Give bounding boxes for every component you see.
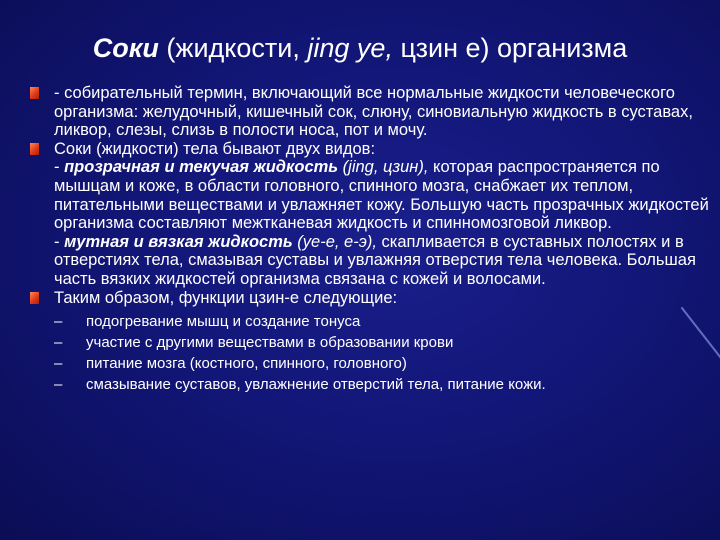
dash-icon: –: [54, 355, 63, 373]
viscous-fluid-dash: -: [54, 232, 65, 251]
paragraph-clear-fluid: [30, 158, 715, 232]
functions-list: [30, 311, 715, 395]
dash-icon: –: [54, 313, 63, 331]
dash-icon: –: [54, 376, 63, 394]
title-part1: (жидкости,: [158, 33, 308, 63]
title-part2: цзин е) организма: [392, 33, 628, 63]
bullet-icon: [30, 87, 39, 99]
list-item: – подогревание мышц и создание тонуса: [54, 313, 361, 331]
slide-title: [0, 30, 720, 66]
dash-icon: –: [54, 334, 63, 352]
slide-content: [30, 84, 715, 395]
list-item: – смазывание суставов, увлажнение отверстий тела, питание кожи.: [54, 376, 546, 394]
paragraph-definition: [30, 84, 715, 140]
paragraph-functions-text: Таким образом, функции цзин-е следующие:: [54, 288, 398, 307]
paragraph-definition-text: - собирательный термин, включающий все нормальные жидкости человеческого организма: желудочный, кишечный сок, слюну, синовиальную жидкость в суставах, ликвор, слезы, слизь в полости носа, пот и мочу.: [54, 84, 693, 140]
paragraph-types-text: Соки (жидкости) тела бывают двух видов:: [54, 139, 376, 158]
viscous-fluid-text: скапливается в суставных полостях и в отверстиях тела, смазывая суставы и увлажняя отверстия тела человека. Большая часть вязких жидкостей организма связана с кожей и волосами.: [54, 232, 696, 288]
clear-fluid-text: которая распространяется по мышцам и коже, в области головного, спинного мозга, снабжает их теплом, питательными веществами и увлажняет кожу. Большую часть прозрачных жидкостей организма составляют межтканевая жидкость и спинномозговой ликвор.: [54, 158, 709, 233]
viscous-fluid-translit: (ye-e, е-э),: [292, 232, 377, 251]
paragraph-functions: [30, 289, 715, 308]
clear-fluid-dash: -: [54, 158, 65, 177]
clear-fluid-translit: (jing, цзин),: [338, 158, 429, 177]
title-italic: jing ye,: [307, 33, 393, 63]
clear-fluid-term: прозрачная и текучая жидкость: [64, 158, 339, 177]
list-item: – питание мозга (костного, спинного, головного): [54, 355, 407, 373]
bullet-icon: [30, 143, 39, 155]
bullet-icon: [30, 292, 39, 304]
paragraph-viscous-fluid: [30, 233, 715, 289]
paragraph-types: [30, 140, 715, 159]
viscous-fluid-term: мутная и вязкая жидкость: [64, 232, 293, 251]
list-item: – участие с другими веществами в образовании крови: [54, 334, 454, 352]
title-bold-word: Соки: [92, 33, 159, 63]
